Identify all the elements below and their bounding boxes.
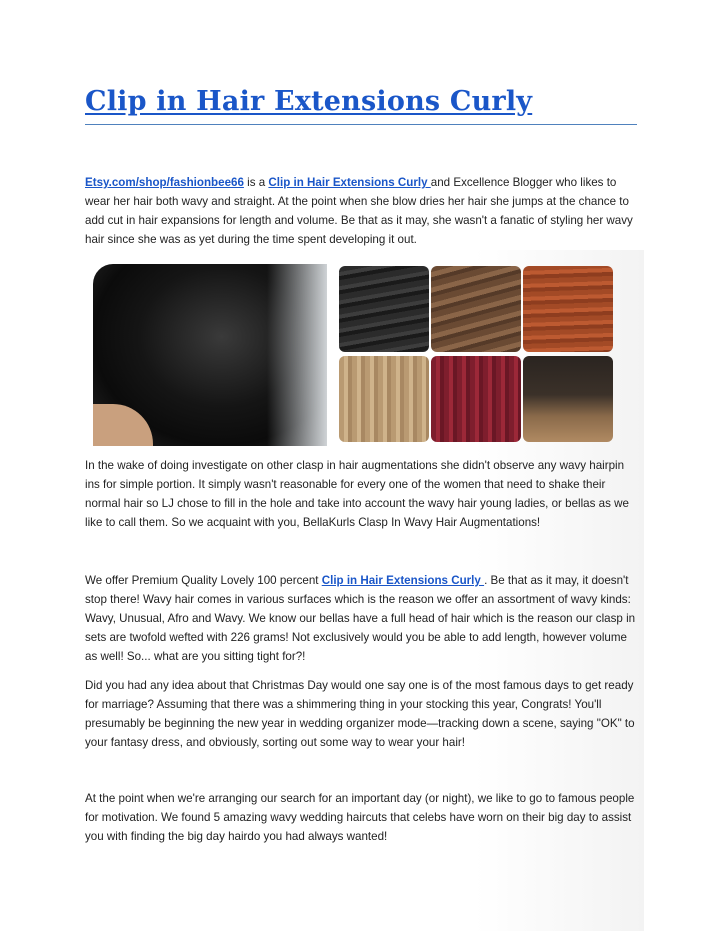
clip-in-extensions-link-1[interactable]: Clip in Hair Extensions Curly: [268, 176, 431, 189]
hair-extensions-image: [93, 264, 613, 446]
wedding-paragraph: At the point when we're arranging our search for an important day (or night), we like to go to famous people for motivation. We found 5 amazing wavy wedding haircuts that celebs have worn on their big day to assist you with finding the big day hairdo you had always wanted!: [85, 792, 635, 843]
christmas-paragraph: Did you had any idea about that Christmas Day would one say one is of the most famous days to get ready for marriage? Assuming that there was a shimmering thing in your stocking this year, Congrats! You'll presumably be beginning the new year in wedding organizer mode—tracking down a scene, saying "OK" to your fantasy dress, and obviously, sorting out some way to wear your hair!: [85, 679, 635, 749]
burgundy-straight-swatch: [431, 356, 521, 442]
blonde-straight-swatch: [339, 356, 429, 442]
title-divider: [85, 124, 637, 125]
intro-text-b: and Excellence Blogger who likes to wear her hair both wavy and straight. At the point when she blow dries her hair she jumps at the chance to add cut in hair expansions for length and volume. Be that as it may, she wasn't a fanatic of styling her wavy hair since she was as yet during the time spent developing it out.: [85, 176, 633, 246]
wavy-hair-photo: [93, 264, 327, 446]
etsy-shop-link[interactable]: Etsy.com/shop/fashionbee66: [85, 176, 244, 189]
page-title[interactable]: Clip in Hair Extensions Curly: [85, 86, 533, 117]
premium-text-b: . Be that as it may, it doesn't stop there! Wavy hair comes in various surfaces which is the reason we offer an assortment of wavy kinds: Wavy, Unusual, Afro and Wavy. We know our bellas have a full head of hair which is the reason our clasp in sets are twofold wefted with 226 grams! Not exclusively would you be able to add length, however volume as well! So... what are you sitting tight for?!: [85, 574, 636, 663]
brown-curly-swatch: [431, 266, 521, 352]
clip-in-extensions-link-2[interactable]: Clip in Hair Extensions Curly: [321, 574, 485, 587]
intro-text-a: is a: [243, 176, 269, 189]
ombre-curly-swatch: [523, 356, 613, 442]
black-curly-swatch: [339, 266, 429, 352]
research-paragraph: In the wake of doing investigate on other clasp in hair augmentations she didn't observe any wavy hairpin ins for simple portion. It simply wasn't reasonable for every one of the women that need to shake their normal hair so LJ chose to fill in the hole and take into account the wavy hair young ladies, or bellas as we like to call them. So we acquaint with you, BellaKurls Clasp In Wavy Hair Augmentations!: [85, 459, 629, 529]
premium-text-a: We offer Premium Quality Lovely 100 percent: [85, 574, 322, 587]
premium-quality-paragraph: [85, 571, 637, 666]
intro-paragraph: [85, 173, 637, 249]
auburn-straight-swatch: [523, 266, 613, 352]
